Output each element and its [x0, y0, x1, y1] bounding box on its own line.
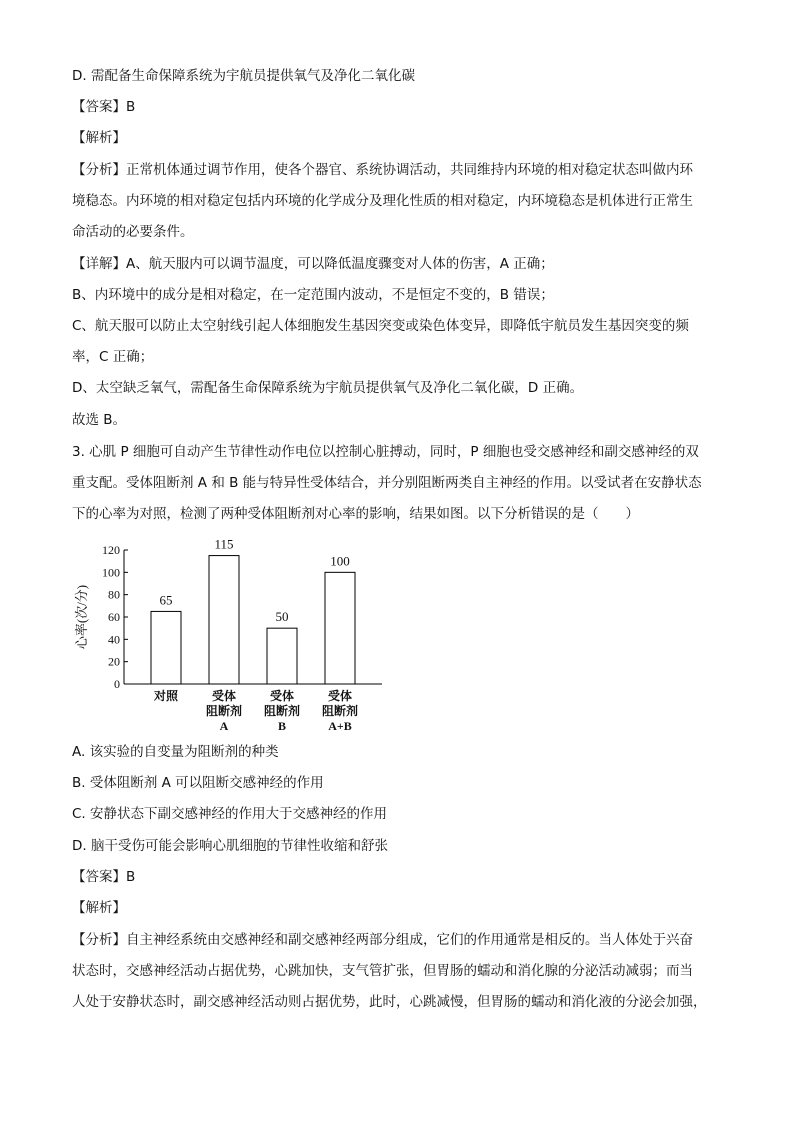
- category-label: A+B: [328, 719, 352, 733]
- detail-text: D、太空缺乏氧气，需配备生命保障系统为宇航员提供氧气及净化二氧化碳，D 正确。: [72, 380, 584, 396]
- option-d: D. 脑干受伤可能会影响心肌细胞的节律性收缩和舒张: [72, 838, 388, 854]
- y-tick-label: 100: [102, 565, 120, 580]
- analysis-heading: 【解析】: [72, 130, 126, 146]
- choice-summary: 故选 B。: [72, 412, 127, 428]
- option-b: B. 受体阻断剂 A 可以阻断交感神经的作用: [72, 775, 324, 791]
- category-label: 阻断剂: [205, 704, 243, 718]
- option-c: C. 安静状态下副交感神经的作用大于交感神经的作用: [72, 806, 388, 822]
- category-label: 受体: [211, 689, 237, 703]
- analysis-text: 境稳态。内环境的相对稳定包括内环境的化学成分及理化性质的相对稳定，内环境稳态是机体进行正常生: [72, 193, 693, 209]
- question-text: 下的心率为对照，检测了两种受体阻断剂对心率的影响，结果如图。以下分析错误的是（ ）: [72, 506, 639, 522]
- category-label: 对照: [153, 689, 179, 703]
- heart-rate-bar-chart: [72, 534, 402, 744]
- y-axis-label: 心率(次/分): [74, 584, 89, 650]
- detail-text: B、内环境中的成分是相对稳定，在一定范围内波动，不是恒定不变的，B 错误；: [72, 287, 554, 303]
- analysis-text: 命活动的必要条件。: [72, 224, 194, 240]
- y-tick-label: 120: [102, 543, 120, 557]
- question-text: 重支配。受体阻断剂 A 和 B 能与特异性受体结合，并分别阻断两类自主神经的作用。以受试者在安静状态: [72, 475, 702, 491]
- analysis-text: 人处于安静状态时，副交感神经活动则占据优势，此时，心跳减慢，但胃肠的蠕动和消化液的分泌会加强，: [72, 994, 707, 1010]
- category-label: A: [219, 719, 229, 733]
- category-label: 受体: [327, 689, 353, 703]
- analysis-text: 【分析】正常机体通过调节作用，使各个器官、系统协调活动，共同维持内环境的相对稳定状态叫做内环: [72, 162, 693, 178]
- bar: [325, 572, 355, 684]
- category-label: 阻断剂: [321, 704, 359, 718]
- answer-label: 【答案】B: [72, 99, 136, 115]
- question-text: 3. 心肌 P 细胞可自动产生节律性动作电位以控制心脏搏动，同时，P 细胞也受交感神经和副交感神经的双: [72, 444, 699, 460]
- answer-label: 【答案】B: [72, 869, 136, 885]
- analysis-text: 状态时，交感神经活动占据优势，心跳加快，支气管扩张，但胃肠的蠕动和消化腺的分泌活动减弱；而当: [72, 963, 693, 979]
- y-tick-label: 60: [108, 610, 120, 624]
- analysis-text: 【分析】自主神经系统由交感神经和副交感神经两部分组成，它们的作用通常是相反的。当人体处于兴奋: [72, 932, 693, 948]
- category-label: B: [277, 719, 287, 733]
- analysis-heading: 【解析】: [72, 900, 126, 916]
- option-d-prev: D. 需配备生命保障系统为宇航员提供氧气及净化二氧化碳: [72, 68, 415, 84]
- bar: [267, 628, 297, 684]
- bar: [151, 611, 181, 684]
- y-tick-label: 20: [108, 654, 120, 669]
- category-label: 阻断剂: [263, 704, 301, 718]
- y-tick-label: 80: [108, 587, 120, 602]
- bar-value-label: 115: [214, 536, 234, 552]
- detail-text: 【详解】A、航天服内可以调节温度，可以降低温度骤变对人体的伤害，A 正确；: [72, 256, 554, 272]
- y-tick-label: 40: [108, 632, 120, 647]
- detail-text: 率，C 正确；: [72, 349, 154, 365]
- bar: [209, 556, 239, 684]
- bar-value-label: 65: [159, 592, 173, 608]
- option-a: A. 该实验的自变量为阻断剂的种类: [72, 744, 279, 760]
- detail-text: C、航天服可以防止太空射线引起人体细胞发生基因突变或染色体变异，即降低宇航员发生基因突变的频: [72, 318, 689, 334]
- bar-value-label: 50: [275, 609, 289, 625]
- category-label: 受体: [269, 689, 295, 703]
- y-tick-label: 0: [114, 677, 120, 691]
- bar-value-label: 100: [330, 553, 350, 569]
